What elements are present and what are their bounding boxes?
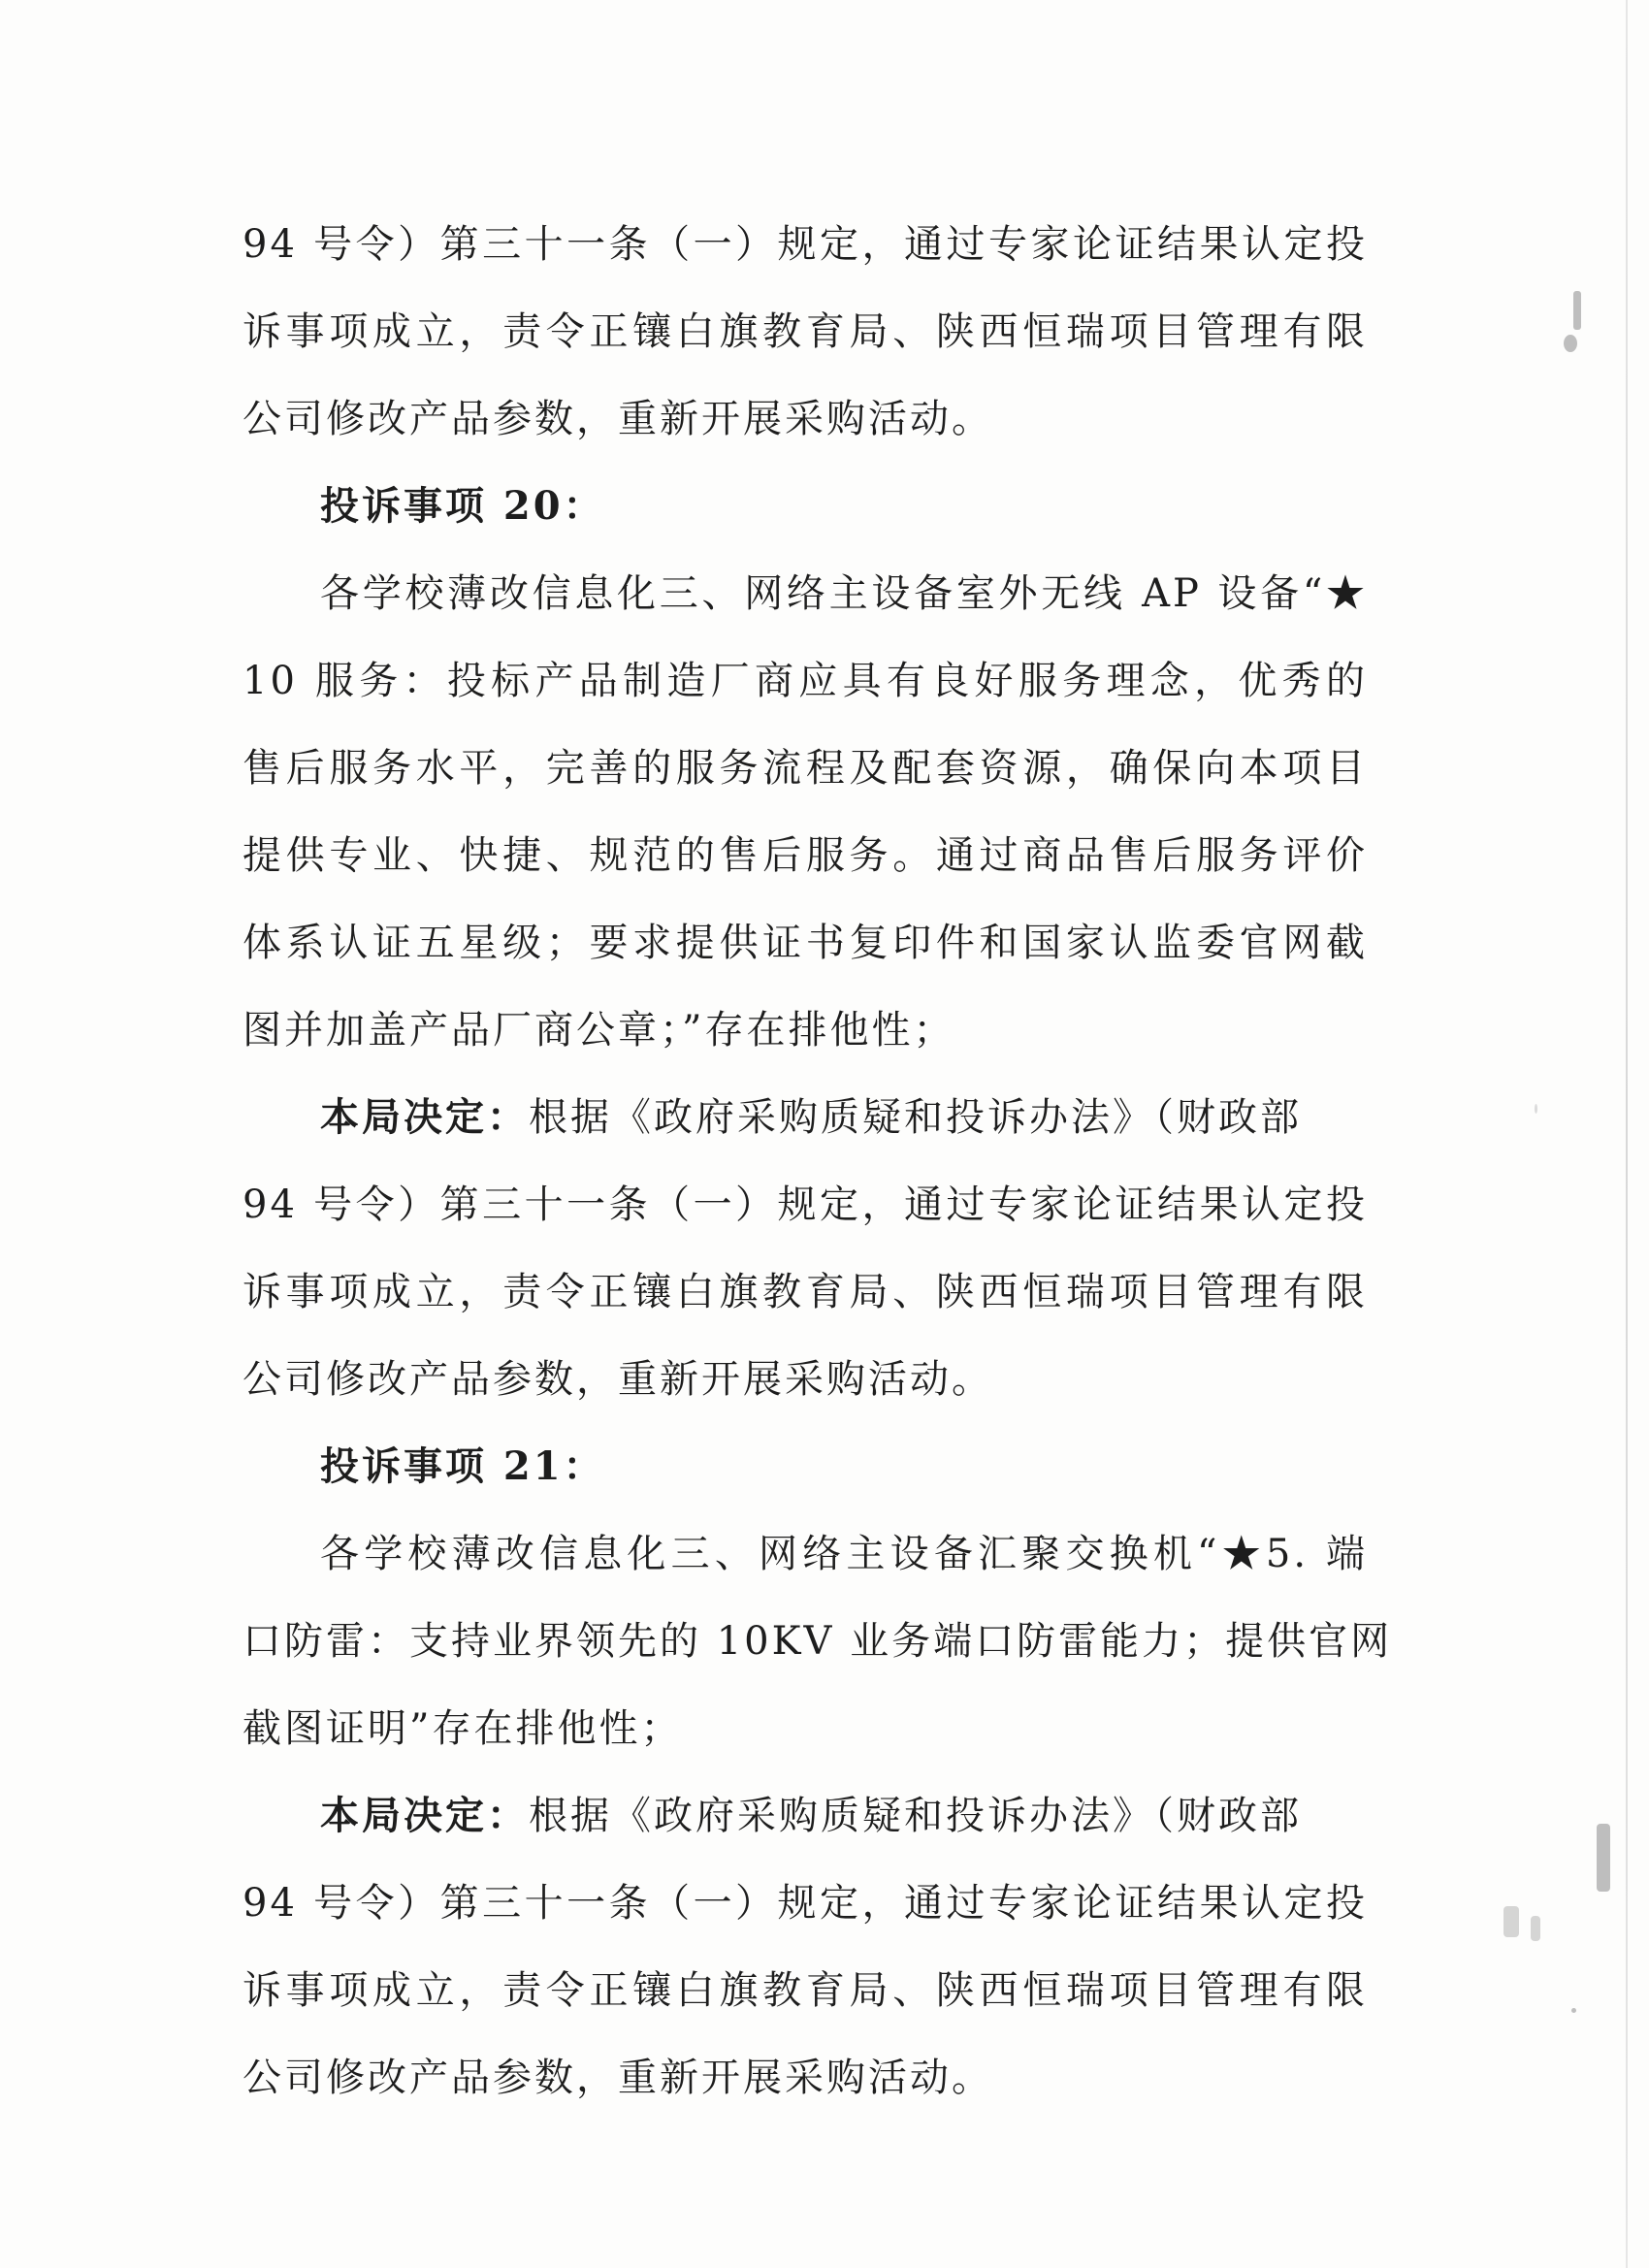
scan-mark [1531, 1916, 1540, 1941]
scan-mark [1535, 1104, 1537, 1114]
scan-mark [1573, 291, 1581, 330]
text-line: 公司修改产品参数，重新开展采购活动。 [242, 1357, 993, 1402]
scan-mark [1564, 335, 1577, 352]
scan-mark [1571, 2008, 1576, 2013]
scan-edge [1626, 0, 1628, 2268]
text-line: 94 号令）第三十一条（一）规定，通过专家论证结果认定投 [242, 222, 1368, 267]
text-span: 根据《政府采购质疑和投诉办法》（财政部 [529, 1794, 1302, 1838]
text-line: 公司修改产品参数，重新开展采购活动。 [242, 2056, 993, 2100]
text-line: 公司修改产品参数，重新开展采购活动。 [242, 397, 993, 441]
text-line: 诉事项成立，责令正镶白旗教育局、陕西恒瑞项目管理有限 [242, 309, 1368, 354]
complaint-21-heading: 投诉事项 21： [320, 1443, 605, 1489]
text-line: 图并加盖产品厂商公章；”存在排他性； [242, 1008, 955, 1053]
scan-mark [1504, 1906, 1519, 1937]
text-line: 体系认证五星级；要求提供证书复印件和国家认监委官网截 [242, 921, 1368, 965]
text-line: 截图证明”存在排他性； [242, 1706, 683, 1751]
text-line: 94 号令）第三十一条（一）规定，通过专家论证结果认定投 [242, 1183, 1368, 1227]
text-line: 口防雷：支持业界领先的 10KV 业务端口防雷能力；提供官网 [242, 1619, 1393, 1664]
decision-lead: 本局决定： [320, 1793, 529, 1838]
text-line: 提供专业、快捷、规范的售后服务。通过商品售后服务评价 [242, 833, 1368, 878]
decision-20-line [320, 1088, 1368, 1147]
text-line: 诉事项成立，责令正镶白旗教育局、陕西恒瑞项目管理有限 [242, 1270, 1368, 1314]
text-line: 售后服务水平，完善的服务流程及配套资源，确保向本项目 [242, 746, 1368, 791]
text-line: 各学校薄改信息化三、网络主设备室外无线 AP 设备“★ [320, 571, 1368, 616]
text-line: 94 号令）第三十一条（一）规定，通过专家论证结果认定投 [242, 1881, 1368, 1926]
text-line: 各学校薄改信息化三、网络主设备汇聚交换机“★5. 端 [320, 1532, 1368, 1576]
text-span: 根据《政府采购质疑和投诉办法》（财政部 [529, 1095, 1302, 1140]
scan-mark [1597, 1824, 1610, 1892]
decision-21-line [320, 1787, 1368, 1845]
text-line: 10 服务：投标产品制造厂商应具有良好服务理念，优秀的 [242, 659, 1368, 703]
text-line: 诉事项成立，责令正镶白旗教育局、陕西恒瑞项目管理有限 [242, 1968, 1368, 2013]
complaint-20-heading: 投诉事项 20： [320, 483, 605, 529]
decision-lead: 本局决定： [320, 1094, 529, 1140]
